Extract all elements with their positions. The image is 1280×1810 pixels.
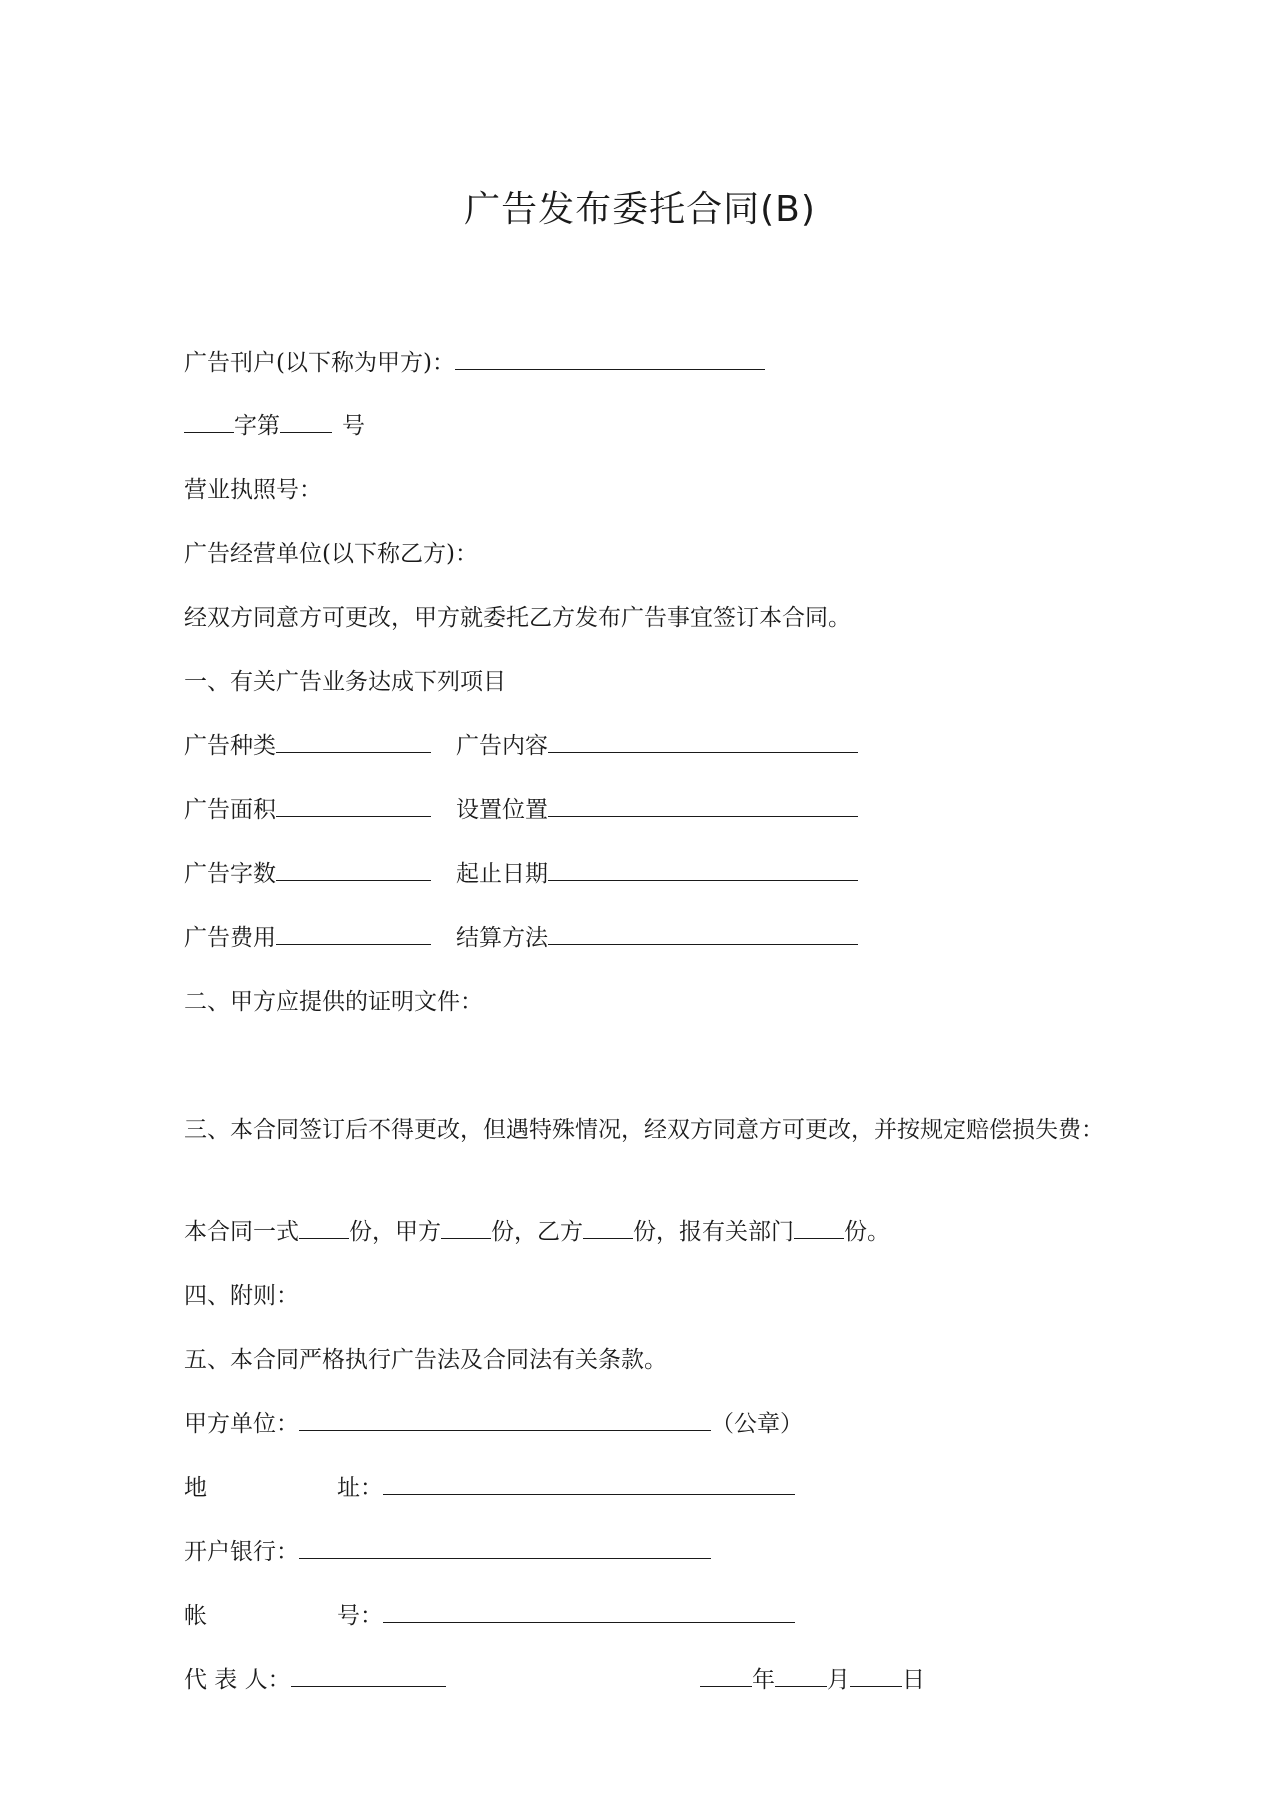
document-title: 广告发布委托合同(B) bbox=[464, 189, 816, 230]
field-label-area: 广告面积 bbox=[184, 797, 276, 823]
field-label-location: 设置位置 bbox=[456, 797, 548, 823]
copies-line bbox=[184, 1215, 890, 1249]
field-blank-dates[interactable] bbox=[548, 858, 858, 881]
section4-heading: 四、附则： bbox=[184, 1283, 299, 1309]
field-row-right bbox=[456, 793, 858, 827]
copies-party-a-blank[interactable] bbox=[441, 1216, 491, 1239]
representative-label: 代 表 人： bbox=[184, 1667, 291, 1693]
copies-authority-blank[interactable] bbox=[794, 1216, 844, 1239]
party-b-label: 广告经营单位(以下称乙方)： bbox=[184, 541, 478, 567]
license-label: 营业执照号： bbox=[184, 477, 322, 503]
document-number-line bbox=[184, 409, 365, 443]
account-line bbox=[184, 1599, 795, 1633]
year-label: 年 bbox=[752, 1667, 775, 1693]
unit-label: 甲方单位： bbox=[184, 1411, 299, 1437]
field-label-dates: 起止日期 bbox=[456, 861, 548, 887]
copies-suffix: 份。 bbox=[844, 1219, 890, 1245]
copies-party-b-blank[interactable] bbox=[583, 1216, 633, 1239]
day-blank[interactable] bbox=[850, 1664, 902, 1687]
account-blank[interactable] bbox=[383, 1600, 795, 1623]
account-label-b: 号： bbox=[337, 1603, 383, 1629]
date-line bbox=[700, 1663, 925, 1697]
field-row-right bbox=[456, 921, 858, 955]
seal-label: （公章） bbox=[711, 1411, 803, 1437]
field-label-settlement: 结算方法 bbox=[456, 925, 548, 951]
bank-blank[interactable] bbox=[299, 1536, 711, 1559]
field-blank-type[interactable] bbox=[276, 730, 431, 753]
field-blank-word-count[interactable] bbox=[276, 858, 431, 881]
field-row bbox=[184, 793, 431, 827]
bank-label: 开户银行： bbox=[184, 1539, 299, 1565]
intro-paragraph: 经双方同意方可更改，甲方就委托乙方发布广告事宜签订本合同。 bbox=[184, 605, 851, 631]
year-blank[interactable] bbox=[700, 1664, 752, 1687]
field-row bbox=[184, 857, 431, 891]
party-a-line bbox=[184, 346, 765, 380]
account-label-a: 帐 bbox=[184, 1603, 207, 1629]
copies-prefix: 本合同一式 bbox=[184, 1219, 299, 1245]
field-label-content: 广告内容 bbox=[456, 733, 548, 759]
bank-line bbox=[184, 1535, 711, 1569]
section3-paragraph: 三、本合同签订后不得更改，但遇特殊情况，经双方同意方可更改，并按规定赔偿损失费： bbox=[184, 1117, 1104, 1143]
copies-authority: 份，报有关部门 bbox=[633, 1219, 794, 1245]
party-a-label: 广告刊户(以下称为甲方)： bbox=[184, 350, 455, 376]
field-row-right bbox=[456, 857, 858, 891]
copies-party-a: 份，甲方 bbox=[349, 1219, 441, 1245]
party-a-unit-line bbox=[184, 1407, 803, 1441]
month-label: 月 bbox=[827, 1667, 850, 1693]
section2-heading: 二、甲方应提供的证明文件： bbox=[184, 989, 483, 1015]
section1-heading: 一、有关广告业务达成下列项目 bbox=[184, 669, 506, 695]
field-blank-settlement[interactable] bbox=[548, 922, 858, 945]
zi-prefix-blank[interactable] bbox=[184, 410, 234, 433]
address-line bbox=[184, 1471, 795, 1505]
copies-total-blank[interactable] bbox=[299, 1216, 349, 1239]
field-row bbox=[184, 921, 431, 955]
field-blank-area[interactable] bbox=[276, 794, 431, 817]
party-b-line bbox=[184, 537, 478, 571]
copies-party-b: 份，乙方 bbox=[491, 1219, 583, 1245]
field-row bbox=[184, 729, 431, 763]
day-label: 日 bbox=[902, 1667, 925, 1693]
field-label-word-count: 广告字数 bbox=[184, 861, 276, 887]
address-blank[interactable] bbox=[383, 1472, 795, 1495]
unit-blank[interactable] bbox=[299, 1408, 711, 1431]
field-blank-fee[interactable] bbox=[276, 922, 431, 945]
field-blank-content[interactable] bbox=[548, 730, 858, 753]
field-label-type: 广告种类 bbox=[184, 733, 276, 759]
di-number-blank[interactable] bbox=[280, 410, 332, 433]
section5-heading: 五、本合同严格执行广告法及合同法有关条款。 bbox=[184, 1347, 667, 1373]
field-row-right bbox=[456, 729, 858, 763]
party-a-blank[interactable] bbox=[455, 347, 765, 370]
representative-blank[interactable] bbox=[291, 1664, 446, 1687]
field-label-fee: 广告费用 bbox=[184, 925, 276, 951]
address-label-a: 地 bbox=[184, 1475, 207, 1501]
license-line bbox=[184, 473, 322, 507]
hao-label: 号 bbox=[342, 413, 365, 439]
field-blank-location[interactable] bbox=[548, 794, 858, 817]
month-blank[interactable] bbox=[775, 1664, 827, 1687]
zi-label: 字第 bbox=[234, 413, 280, 439]
representative-line bbox=[184, 1663, 446, 1697]
address-label-b: 址： bbox=[337, 1475, 383, 1501]
